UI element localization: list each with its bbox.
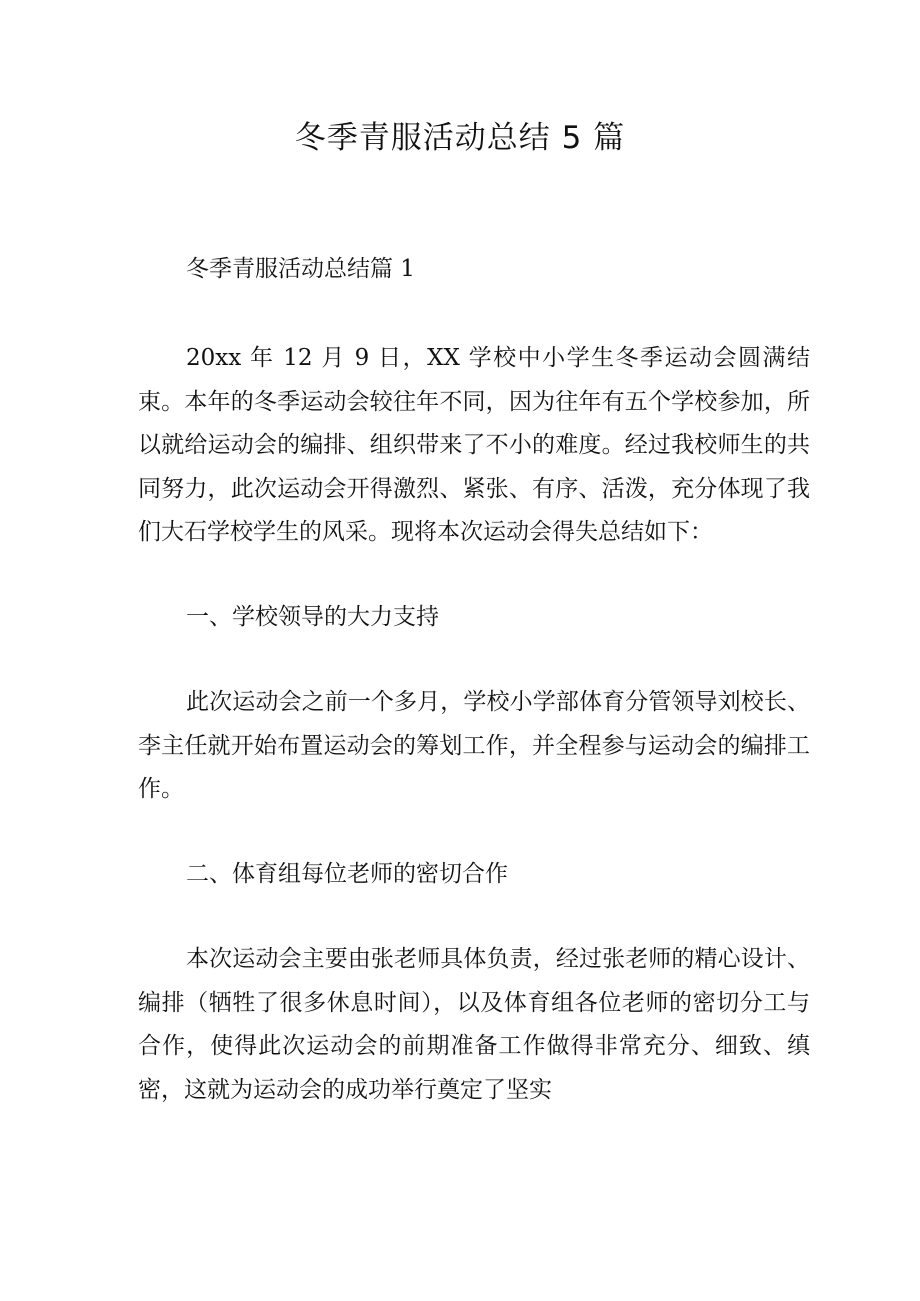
section-heading-leadership-support: 一、学校领导的大力支持: [186, 604, 439, 630]
section-paragraph-teacher-cooperation: 本次运动会主要由张老师具体负责，经过张老师的精心设计、编排（牺牲了很多休息时间），以及体育组各位老师的密切分工与合作，使得此次运动会的前期准备工作做得非常充分、细致、缜密，这就为运动会的成功举行奠定了坚实: [138, 946, 810, 1103]
intro-paragraph: 20xx 年 12 月 9 日，XX 学校中小学生冬季运动会圆满结束。本年的冬季运动会较往年不同，因为往年有五个学校参加，所以就给运动会的编排、组织带来了不小的难度。经过我校师生的共同努力，此次运动会开得激烈、紧张、有序、活泼，充分体现了我们大石学校学生的风采。现将本次运动会得失总结如下：: [138, 345, 810, 545]
article-subtitle: 冬季青服活动总结篇 1: [186, 256, 415, 282]
section-paragraph-leadership-support: 此次运动会之前一个多月，学校小学部体育分管领导刘校长、李主任就开始布置运动会的筹划工作，并全程参与运动会的编排工作。: [138, 689, 810, 802]
section-heading-teacher-cooperation: 二、体育组每位老师的密切合作: [186, 861, 508, 887]
document-title: 冬季青服活动总结 5 篇: [294, 120, 626, 156]
